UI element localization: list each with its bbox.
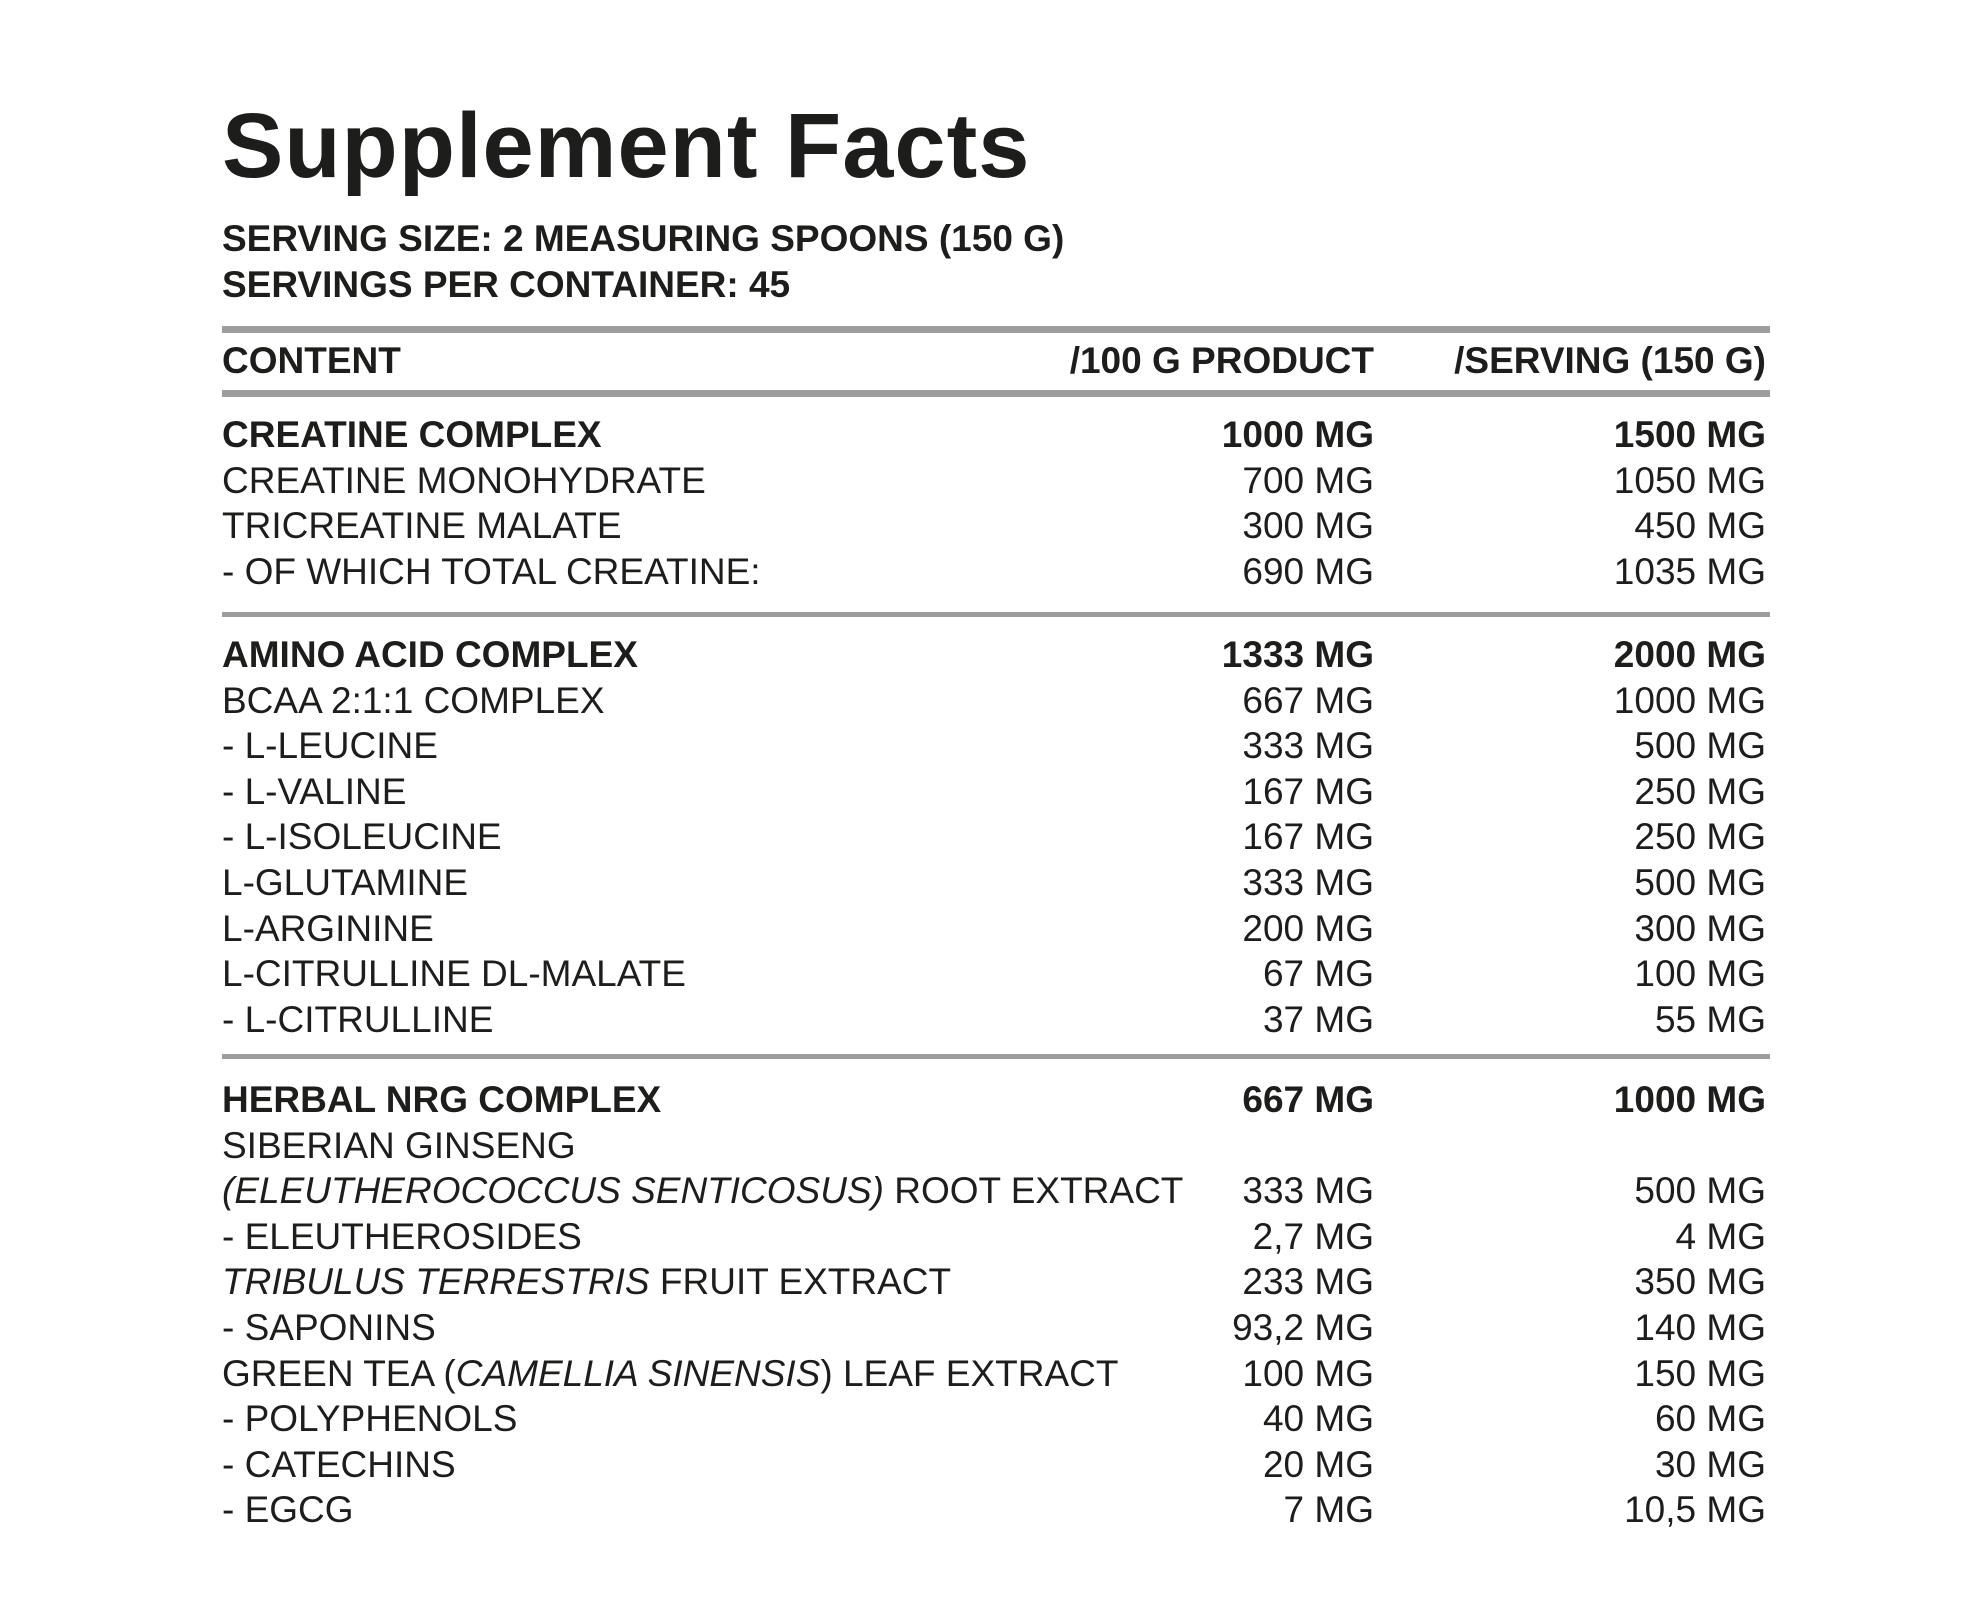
amount-per-serving: 100 MG (1634, 953, 1766, 995)
latin-name: CAMELLIA SINENSIS (455, 1352, 821, 1394)
amount-per-100g: 700 MG (1242, 459, 1374, 501)
amount-per-100g: 7 MG (1283, 1489, 1374, 1531)
amount-per-serving: 30 MG (1654, 1443, 1766, 1485)
amount-per-serving: 55 MG (1654, 998, 1766, 1040)
amount-per-serving: 500 MG (1634, 862, 1766, 903)
ingredient-name: BCAA 2:1:1 COMPLEX (222, 679, 605, 721)
table-row (222, 1168, 1770, 1213)
ingredient-name (222, 1168, 1183, 1213)
table-row (222, 1396, 1770, 1441)
amount-per-serving: 60 MG (1654, 1398, 1766, 1440)
table-row (222, 769, 1770, 814)
header-per-100g: /100 G PRODUCT (1069, 340, 1374, 381)
amount-per-serving: 250 MG (1634, 770, 1766, 812)
table-row (222, 951, 1770, 996)
amount-per-100g: 690 MG (1242, 550, 1374, 592)
name-part: ) LEAF EXTRACT (820, 1352, 1119, 1394)
amount-per-100g: 333 MG (1242, 725, 1374, 767)
ingredient-name (222, 1351, 1118, 1396)
latin-name: TRIBULUS TERRESTRIS (222, 1261, 650, 1303)
header-per-serving: /SERVING (150 G) (1454, 340, 1766, 381)
amount-per-100g: 233 MG (1242, 1261, 1374, 1303)
amount-per-serving: 350 MG (1634, 1261, 1766, 1303)
section-heading-row (222, 632, 1770, 677)
serving-size: SERVING SIZE: 2 MEASURING SPOONS (150 G) (222, 218, 1065, 259)
amount-per-serving: 1500 MG (1613, 414, 1766, 455)
section-divider (222, 1054, 1770, 1059)
amount-per-serving: 500 MG (1634, 725, 1766, 767)
ingredient-name: - L-LEUCINE (222, 725, 438, 767)
name-part: ROOT EXTRACT (883, 1170, 1184, 1212)
ingredient-name: SIBERIAN GINSENG (222, 1124, 576, 1166)
section-divider (222, 612, 1770, 617)
section-heading-row (222, 1077, 1770, 1122)
table-header (222, 338, 1770, 384)
ingredient-name: CREATINE COMPLEX (222, 414, 602, 455)
amount-per-100g: 2,7 MG (1252, 1215, 1374, 1257)
header-top-rule (222, 326, 1770, 333)
supplement-facts-label (222, 0, 1770, 1622)
table-row (222, 723, 1770, 768)
ingredient-name: L-CITRULLINE DL-MALATE (222, 953, 686, 995)
amount-per-serving: 1050 MG (1613, 459, 1766, 501)
table-row (222, 1442, 1770, 1487)
amount-per-100g: 300 MG (1242, 505, 1374, 547)
name-part: FRUIT EXTRACT (649, 1261, 952, 1303)
amount-per-100g: 167 MG (1242, 770, 1374, 812)
table-row (222, 458, 1770, 503)
ingredient-name: AMINO ACID COMPLEX (222, 634, 638, 675)
ingredient-name: - ELEUTHEROSIDES (222, 1215, 582, 1257)
amount-per-serving: 4 MG (1675, 1215, 1766, 1257)
amount-per-100g: 20 MG (1262, 1443, 1374, 1485)
table-row (222, 549, 1770, 594)
amount-per-serving: 300 MG (1634, 907, 1766, 949)
ingredient-name: L-GLUTAMINE (222, 862, 469, 903)
table-row (222, 1214, 1770, 1259)
serving-info (222, 216, 1064, 308)
amount-per-100g: 37 MG (1262, 998, 1374, 1040)
ingredient-name: - L-CITRULLINE (222, 998, 494, 1040)
ingredient-name: L-ARGININE (222, 907, 434, 949)
servings-per-container: SERVINGS PER CONTAINER: 45 (222, 264, 791, 305)
amount-per-100g: 667 MG (1242, 679, 1374, 721)
ingredient-name: - EGCG (222, 1489, 354, 1531)
table-row (222, 1305, 1770, 1350)
amount-per-100g: 40 MG (1262, 1398, 1374, 1440)
amount-per-serving: 150 MG (1634, 1352, 1766, 1394)
table-row (222, 1259, 1770, 1304)
header-content: CONTENT (222, 340, 401, 381)
amount-per-serving: 1035 MG (1613, 550, 1766, 592)
name-part: GREEN TEA ( (222, 1352, 456, 1394)
table-row (222, 1351, 1770, 1396)
ingredient-name: - OF WHICH TOTAL CREATINE: (222, 550, 761, 592)
ingredient-name: - SAPONINS (222, 1307, 436, 1348)
amount-per-100g: 333 MG (1242, 1170, 1374, 1212)
amount-per-100g: 100 MG (1242, 1352, 1374, 1394)
amount-per-serving: 10,5 MG (1624, 1489, 1766, 1531)
page-title: Supplement Facts (222, 95, 1031, 197)
section-heading-row (222, 412, 1770, 457)
ingredient-name: - L-ISOLEUCINE (222, 816, 502, 858)
ingredient-name: - CATECHINS (222, 1443, 456, 1485)
amount-per-100g: 333 MG (1242, 862, 1374, 903)
amount-per-serving: 250 MG (1634, 816, 1766, 858)
amount-per-100g: 1000 MG (1221, 414, 1374, 455)
table-row (222, 997, 1770, 1042)
ingredient-name: HERBAL NRG COMPLEX (222, 1079, 662, 1120)
amount-per-serving: 1000 MG (1613, 679, 1766, 721)
ingredient-name: CREATINE MONOHYDRATE (222, 459, 706, 501)
ingredient-name: - L-VALINE (222, 770, 407, 812)
table-row (222, 814, 1770, 859)
amount-per-100g: 200 MG (1242, 907, 1374, 949)
table-row (222, 1123, 1770, 1168)
amount-per-serving: 1000 MG (1613, 1079, 1766, 1120)
amount-per-serving: 450 MG (1634, 505, 1766, 547)
amount-per-100g: 667 MG (1242, 1079, 1374, 1120)
amount-per-serving: 140 MG (1634, 1307, 1766, 1348)
table-row (222, 1487, 1770, 1532)
amount-per-100g: 1333 MG (1221, 634, 1374, 675)
amount-per-100g: 67 MG (1262, 953, 1374, 995)
ingredient-name: TRICREATINE MALATE (222, 505, 622, 547)
header-bottom-rule (222, 390, 1770, 397)
amount-per-100g: 167 MG (1242, 816, 1374, 858)
latin-name: (ELEUTHEROCOCCUS SENTICOSUS) (222, 1170, 884, 1212)
amount-per-serving: 2000 MG (1613, 634, 1766, 675)
amount-per-serving: 500 MG (1634, 1170, 1766, 1212)
ingredient-name (222, 1259, 951, 1304)
table-row (222, 860, 1770, 905)
table-row (222, 906, 1770, 951)
table-row (222, 503, 1770, 548)
table-row (222, 678, 1770, 723)
ingredient-name: - POLYPHENOLS (222, 1398, 518, 1440)
amount-per-100g: 93,2 MG (1232, 1307, 1374, 1348)
